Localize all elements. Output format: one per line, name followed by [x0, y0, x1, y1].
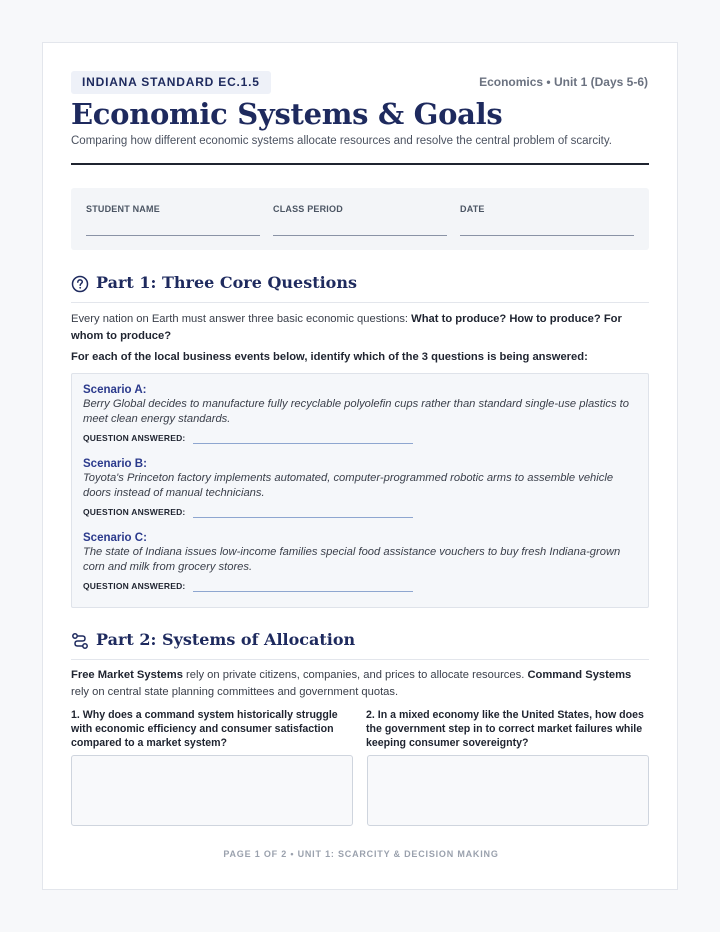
student-name-line[interactable] [86, 235, 260, 236]
scenario-c-answer-label: QUESTION ANSWERED: [83, 581, 186, 591]
unit-label: Economics • Unit 1 (Days 5-6) [479, 75, 648, 89]
scenario-c-title: Scenario C: [83, 532, 147, 544]
question-1: 1. Why does a command system historically struggle with economic efficiency and consumer satisfaction compared to a market system? [71, 709, 338, 749]
scenario-a-description: Berry Global decides to manufacture fully recyclable polyolefin cups rather than standard single-use plastics to meet clean energy standards. [83, 398, 629, 425]
date-label: DATE [460, 204, 485, 214]
date-field[interactable] [460, 204, 634, 236]
scenario-a-answer-line[interactable] [193, 443, 413, 444]
part1-intro-text: Every nation on Earth must answer three basic economic questions: [71, 313, 412, 325]
scenario-b-description: Toyota's Princeton factory implements automated, computer-programmed robotic arms to assemble vehicle doors instead of manual technicians. [83, 472, 614, 499]
scenario-a-answer[interactable] [83, 433, 637, 447]
route-icon [71, 632, 89, 650]
date-line[interactable] [460, 235, 634, 236]
scenario-c-answer-line[interactable] [193, 591, 413, 592]
student-name-field[interactable] [86, 204, 260, 236]
scenario-a [83, 384, 637, 447]
question-2: 2. In a mixed economy like the United States, how does the government step in to correct market failures while keeping consumer sovereignty? [366, 709, 644, 749]
part1-intro-questions: What to produce? How to produce? For whom to produce? [71, 313, 622, 342]
scenario-b-answer-line[interactable] [193, 517, 413, 518]
standard-badge: INDIANA STANDARD EC.1.5 [71, 71, 271, 94]
student-name-label: STUDENT NAME [86, 204, 160, 214]
term-free-market: Free Market Systems [71, 669, 183, 681]
part2-intro [71, 667, 649, 700]
part1-heading-row [71, 271, 649, 303]
command-definition: rely on central state planning committees and government quotas. [71, 685, 399, 698]
class-period-label: CLASS PERIOD [273, 204, 343, 214]
worksheet-page [42, 42, 678, 890]
page-footer: PAGE 1 OF 2 • UNIT 1: SCARCITY & DECISION MAKING [223, 849, 499, 859]
part2-heading: Part 2: Systems of Allocation [96, 630, 356, 649]
page-title: Economic Systems & Goals [71, 97, 503, 131]
scenario-b [83, 458, 637, 521]
scenario-a-answer-label: QUESTION ANSWERED: [83, 433, 186, 443]
scenario-b-answer-label: QUESTION ANSWERED: [83, 507, 186, 517]
question-circle-icon [71, 275, 89, 293]
scenario-a-title: Scenario A: [83, 384, 147, 396]
question-1-answer-box[interactable] [71, 755, 353, 826]
part1-intro [71, 311, 649, 344]
scenarios-box [71, 373, 649, 608]
free-market-definition: rely on private citizens, companies, and prices to allocate resources. [182, 669, 528, 681]
scenario-b-answer[interactable] [83, 507, 637, 521]
part2-heading-row [71, 628, 649, 660]
header-divider [71, 163, 649, 165]
class-period-line[interactable] [273, 235, 447, 236]
part1-instruction: For each of the local business events below, identify which of the 3 questions is being answered: [71, 351, 588, 363]
question-2-answer-box[interactable] [367, 755, 649, 826]
term-command: Command Systems [527, 669, 632, 681]
part1-heading: Part 1: Three Core Questions [96, 273, 357, 292]
class-period-field[interactable] [273, 204, 447, 236]
scenario-b-title: Scenario B: [83, 458, 147, 470]
student-info-box [71, 188, 649, 250]
scenario-c-description: The state of Indiana issues low-income families special food assistance vouchers to buy fresh Indiana-grown corn and milk from grocery stores. [83, 546, 621, 573]
page-subtitle: Comparing how different economic systems allocate resources and resolve the central problem of scarcity. [71, 135, 612, 147]
scenario-c-answer[interactable] [83, 581, 637, 595]
scenario-c [83, 532, 637, 595]
